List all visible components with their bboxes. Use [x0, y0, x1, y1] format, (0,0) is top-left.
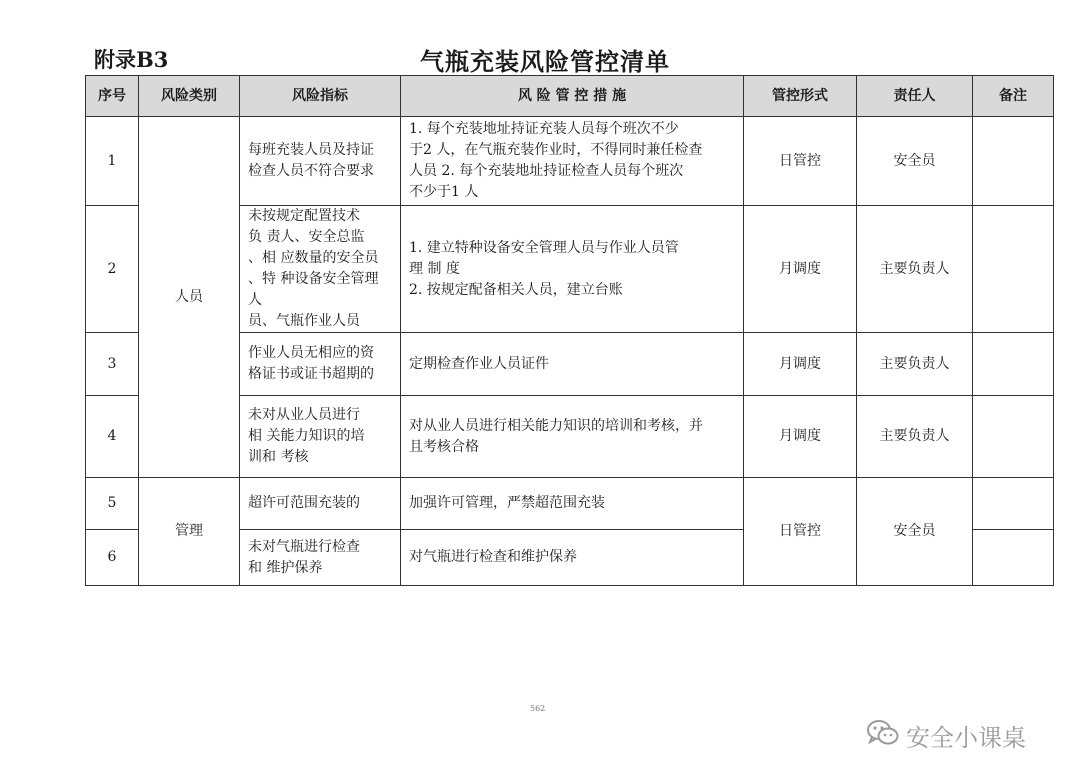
responsible-person: 主要负责人 [857, 333, 973, 396]
responsible-person: 主要负责人 [857, 396, 973, 478]
table-header-row [86, 76, 1054, 117]
control-form: 月调度 [744, 396, 857, 478]
risk-control-table [85, 75, 1054, 586]
row-number: 5 [86, 478, 139, 530]
wechat-icon [866, 719, 900, 753]
control-measure: 对从业人员进行相关能力知识的培训和考核，并 且考核合格 [401, 396, 744, 478]
control-measure: 1. 每个充装地址持证充装人员每个班次不少 于2 人，在气瓶充装作业时，不得同时兼任检查 人员 2. 每个充装地址持证检查人员每个班次 不少于1 人 [401, 117, 744, 206]
remark [973, 333, 1054, 396]
col-header-measure: 风 险 管 控 措 施 [401, 76, 744, 117]
col-header-form: 管控形式 [744, 76, 857, 117]
remark [973, 478, 1054, 530]
remark [973, 117, 1054, 206]
control-form: 日管控 [744, 478, 857, 586]
table-row [86, 478, 1054, 530]
control-form: 日管控 [744, 117, 857, 206]
risk-indicator: 超许可范围充装的 [240, 478, 401, 530]
control-measure: 对气瓶进行检查和维护保养 [401, 530, 744, 586]
risk-category: 管理 [139, 478, 240, 586]
risk-category: 人员 [139, 117, 240, 478]
row-number: 1 [86, 117, 139, 206]
page-title: 气瓶充装风险管控清单 [420, 47, 670, 76]
responsible-person: 安全员 [857, 117, 973, 206]
col-header-no: 序号 [86, 76, 139, 117]
col-header-note: 备注 [973, 76, 1054, 117]
watermark [866, 718, 1026, 753]
col-header-indicator: 风险指标 [240, 76, 401, 117]
risk-indicator: 未对气瓶进行检查 和 维护保养 [240, 530, 401, 586]
remark [973, 206, 1054, 333]
appendix-label: 附录B3 [94, 47, 169, 72]
remark [973, 530, 1054, 586]
page-number: 562 [530, 704, 546, 713]
control-form: 月调度 [744, 206, 857, 333]
risk-indicator: 未按规定配置技术 负 责人、安全总监 、相 应数量的安全员 、特 种设备安全管理 人 员、气瓶作业人员 [240, 206, 401, 333]
control-measure: 定期检查作业人员证件 [401, 333, 744, 396]
risk-indicator: 每班充装人员及持证 检查人员不符合要求 [240, 117, 401, 206]
watermark-text: 安全小课桌 [906, 724, 1026, 752]
control-measure: 加强许可管理，严禁超范围充装 [401, 478, 744, 530]
responsible-person: 安全员 [857, 478, 973, 586]
risk-indicator: 未对从业人员进行 相 关能力知识的培 训和 考核 [240, 396, 401, 478]
table-row [86, 117, 1054, 206]
control-measure: 1. 建立特种设备安全管理人员与作业人员管 理 制 度 2. 按规定配备相关人员，建立台账 [401, 206, 744, 333]
remark [973, 396, 1054, 478]
risk-indicator: 作业人员无相应的资 格证书或证书超期的 [240, 333, 401, 396]
row-number: 6 [86, 530, 139, 586]
control-form: 月调度 [744, 333, 857, 396]
col-header-category: 风险类别 [139, 76, 240, 117]
row-number: 2 [86, 206, 139, 333]
row-number: 4 [86, 396, 139, 478]
responsible-person: 主要负责人 [857, 206, 973, 333]
row-number: 3 [86, 333, 139, 396]
col-header-owner: 责任人 [857, 76, 973, 117]
